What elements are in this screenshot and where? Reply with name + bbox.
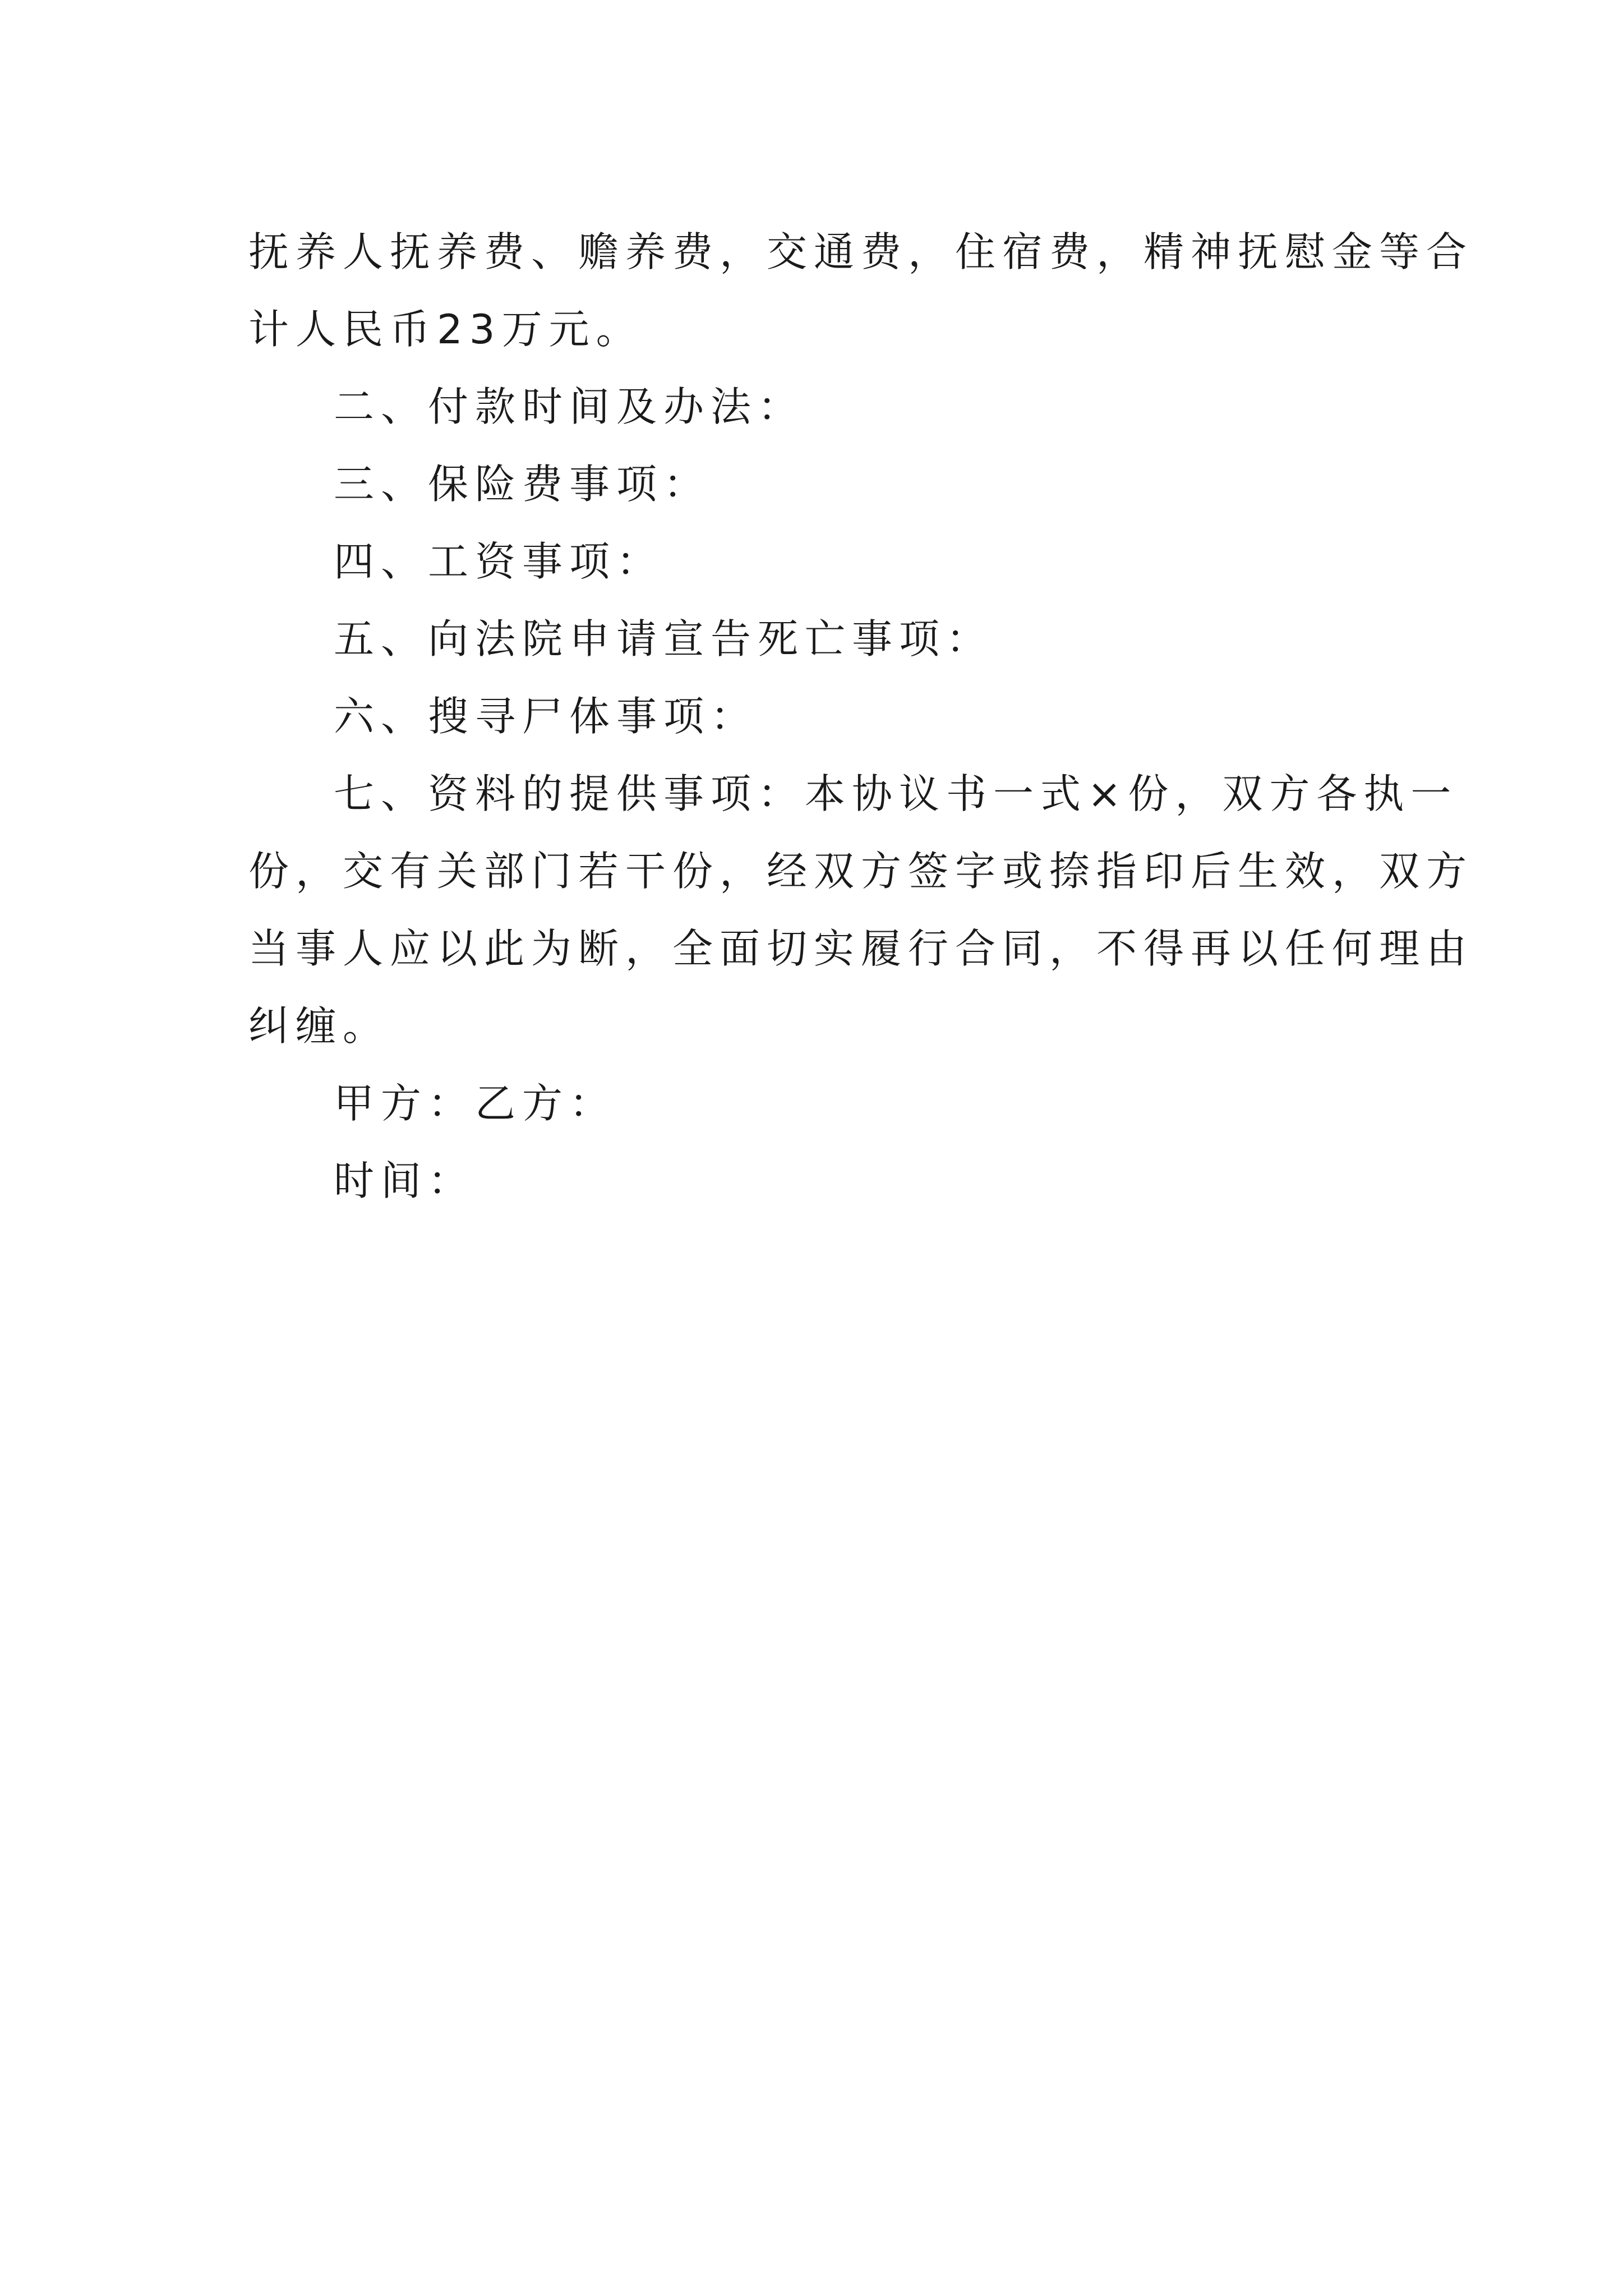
item-6-search: 六、搜寻尸体事项： (334, 693, 758, 740)
paragraph-1-line-2: 计人民币23万元。 (248, 306, 643, 353)
signature-time: 时间： (334, 1157, 476, 1204)
item-2-payment: 二、付款时间及办法： (334, 383, 805, 430)
item-3-insurance: 三、保险费事项： (334, 461, 711, 508)
document-body (248, 213, 1474, 1220)
item-5-declaration: 五、向法院申请宣告死亡事项： (334, 615, 994, 662)
item-7-line-3: 当事人应以此为断，全面切实履行合同，不得再以任何理由 (248, 925, 1474, 972)
item-4-wages: 四、工资事项： (334, 538, 664, 585)
item-7-line-1: 七、资料的提供事项：本协议书一式×份，双方各执一 (334, 770, 1458, 817)
item-7-line-2: 份，交有关部门若干份，经双方签字或捺指印后生效，双方 (248, 848, 1474, 895)
paragraph-1-line-1: 抚养人抚养费、赡养费，交通费，住宿费，精神抚慰金等合 (248, 228, 1474, 275)
item-7-line-4: 纠缠。 (248, 1002, 390, 1050)
signature-parties: 甲方：乙方： (334, 1080, 617, 1127)
